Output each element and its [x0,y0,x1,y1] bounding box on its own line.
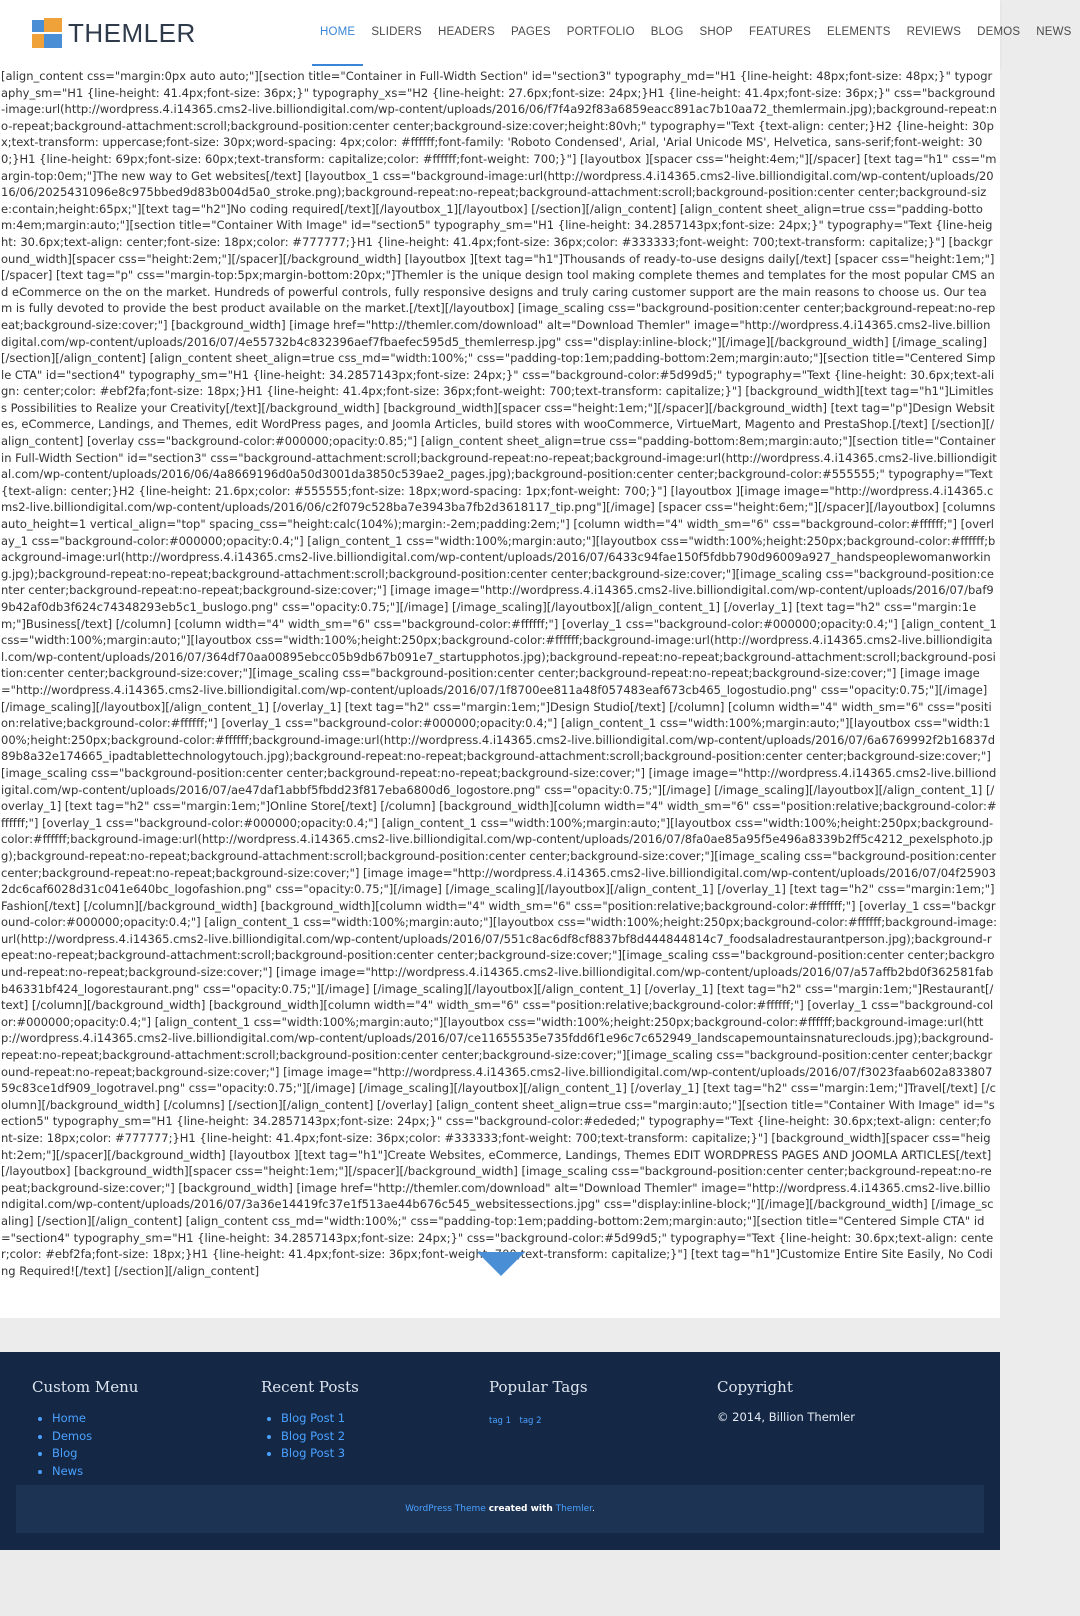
wordpress-theme-link[interactable]: WordPress Theme [405,1504,486,1514]
footer-custom-menu [32,1378,252,1480]
footer-menu-news-link[interactable]: News [52,1463,84,1478]
nav-item-demos[interactable]: DEMOS [977,26,1021,38]
nav-item-news[interactable]: NEWS [1036,26,1072,38]
nav-item-shop[interactable]: SHOP [699,26,733,38]
recent-post-link[interactable]: Blog Post 2 [281,1428,346,1443]
nav-item-elements[interactable]: ELEMENTS [827,26,891,38]
main-nav [312,0,1080,68]
footer-menu-home-link[interactable]: Home [52,1411,86,1425]
nav-item-headers[interactable]: HEADERS [437,26,495,38]
site-footer [0,1352,1000,1550]
shortcode-text: [align_content css="margin:0px auto auto;"][section title="Container in Full-Width Section" id="section3" typography_md="H1 {line-height: 48px;font-size: 48px;}" typography_sm="H1 {line-height: 41.4px;font-size: 36px;}" typography_xs="H2 {line-height: 27.6px;font-size: 24px;}H1 {line-height: 41.4px;font-size: 36px;}" css="background-image:url(http://wordpress.4.i14365.cms2-live.billiondigital.com/wp-content/uploads/2016/06/f7f4a92f83a6859eacc891ac7b10aa72_themlermain.jpg);background-repeat:no-repeat;background-attachment:scroll;background-position:center center;background-size:cover;height:80vh;" typography="Text {text-align: center;}H2 {line-height: 30px;text-transform: uppercase;font-size: 30px;word-spacing: 4px;color: #ffffff;font-family: 'Roboto Condensed', Arial, 'Arial Unicode MS', Helvetica, sans-serif;font-weight: 300;}H1 {line-height: 69px;font-size: 60px;text-transform: capitalize;color: #ffffff;font-weight: 700;}"] [layoutbox ][spacer css="height:4em;"][/spacer] [text tag="h1" css="margin-top:0em;"]The new way to Get websites[/text] [layoutbox_1 css="background-image:url(http://wordpress.4.i14365.cms2-live.billiondigital.com/wp-content/uploads/2016/06/2025431096e8c975bbed9d83b004d5a0_stroke.png);background-repeat:no-repeat;background-attachment:scroll;background-position:center center;background-size:contain;height:65px;"][text tag="h2"]No coding required[/text][/layoutbox_1][/layoutbox] [/section][/align_content] [align_content sheet_align=true css="padding-bottom:4em;margin:auto;"][section title="Container With Image" id="section5" typography_sm="H1 {line-height: 34.2857143px;font-size: 24px;}" typography="Text {line-height: 30.6px;text-align: center;font-size: 18px;color: #777777;}H1 {line-height: 41.4px;font-size: 36px;color: #333333;font-weight: 700;text-transform: capitalize;}"] [background_width][spacer css="height:2em;"][/spacer][/background_width] [layoutbox ][text tag="h1"]Thousands of ready-to-use designs daily[/text] [spacer css="height:1em;"][/spacer] [text tag="p" css="margin-top:5px;margin-bottom:20px;"]Themler is the unique design tool making complete themes and templates for the most popular CMS and eCommerce on the on the market. Hundreds of powerful controls, fully responsive designs and truly caring customer support are the main reasons to choose us. Our team is fully devoted to provide the best product available on the market.[/text][/layoutbox] [image_scaling css="background-position:center center;background-repeat:no-repeat;background-size:cover;"] [background_width] [image href="http://themler.com/download" alt="Download Themler" image="http://wordpress.4.i14365.cms2-live.billiondigital.com/wp-content/uploads/2016/07/4e55732b4c832396aef7fbaefec595d5_themlerresp.jpg" css="display:inline-block;"][/image][/background_width] [/image_scaling] [/section][/align_content] [align_content sheet_align=true css_md="width:100%;" css="padding-top:1em;padding-bottom:2em;margin:auto;"][section title="Centered Simple CTA" id="section4" typography_sm="H1 {line-height: 34.2857143px;font-size: 24px;}" css="background-color:#5d99d5;" typography="Text {line-height: 30.6px;text-align: center;color: #ebf2fa;font-size: 18px;}H1 {line-height: 41.4px;font-size: 36px;font-weight: 700;text-transform: capitalize;}"] [background_width][text tag="h1"]Limitless Possibilities to Realize your Creativity[/text][/background_width] [background_width][spacer css="height:1em;"][/spacer][/background_width] [text tag="p"]Design Websites, eCommerce, Landings, and Themes, edit WordPress pages, and Joomla Articles, build stores with wooCommerce, VirtueMart, Magento and PrestaShop.[/text] [/section][/align_content] [overlay css="background-color:#000000;opacity:0.85;"] [align_content sheet_align=true css="padding-bottom:8em;margin:auto;"][section title="Container in Full-Width Section" id="section3" css="background-attachment:scroll;background-repeat:no-repeat;background-image:url(http://wordpress.4.i14365.cms2-live.billiondigital.com/wp-content/uploads/2016/06/4a8669196d0a50d3001da3850c539ae2_pages.jpg);background-position:center center;background-color:#555555;" typography="Text {text-align: center;}H2 {line-height: 21.6px;color: #555555;font-size: 18px;word-spacing: 1px;font-weight: 700;}"] [layoutbox ][image image="http://wordpress.4.i14365.cms2-live.billiondigital.com/wp-content/uploads/2016/06/c2f079c528ba7e3943ba7fb2d3618117_tip.png"][/image] [spacer css="height:6em;"][/spacer][/layoutbox] [columns auto_height=1 vertical_align="top" spacing_css="height:calc(104%);margin:-2em;padding:2em;"] [column width="4" width_sm="6" css="background-color:#ffffff;"] [overlay_1 css="background-color:#000000;opacity:0.4;"] [align_content_1 css="width:100%;margin:auto;"][layoutbox css="width:100%;height:250px;background-color:#ffffff;background-image:url(http://wordpress.4.i14365.cms2-live.billiondigital.com/wp-content/uploads/2016/07/6433c94fae150f5fdbb790d96009a927_handspeoplewomanworking.jpg);background-repeat:no-repeat;background-attachment:scroll;background-position:center center;background-size:cover;"][image_scaling css="background-position:center center;background-repeat:no-repeat;background-size:cover;"] [image image="http://wordpress.4.i14365.cms2-live.billiondigital.com/wp-content/uploads/2016/07/baf99b42af0db3f624c74348293eb5c1_buslogo.png" css="opacity:0.75;"][/image] [/image_scaling][/layoutbox][/align_content_1] [/overlay_1] [text tag="h2" css="margin:1em;"]Business[/text] [/column] [column width="4" width_sm="6" css="background-color:#ffffff;"] [overlay_1 css="background-color:#000000;opacity:0.4;"] [align_content_1 css="width:100%;margin:auto;"][layoutbox css="width:100%;height:250px;background-color:#ffffff;background-image:url(http://wordpress.4.i14365.cms2-live.billiondigital.com/wp-content/uploads/2016/07/364df70aa00895ebcc05b9db67b091e7_startupphotos.jpg);background-repeat:no-repeat;background-attachment:scroll;background-position:center center;background-size:cover;"][image_scaling css="background-position:center center;background-repeat:no-repeat;background-size:cover;"] [image image="http://wordpress.4.i14365.cms2-live.billiondigital.com/wp-content/uploads/2016/07/1f8700ee811a48f057483eaf673cb465_logostudio.png" css="opacity:0.75;"][/image] [/image_scaling][/layoutbox][/align_content_1] [/overlay_1] [text tag="h2" css="margin:1em;"]Design Studio[/text] [/column] [column width="4" width_sm="6" css="position:relative;background-color:#ffffff;"] [overlay_1 css="background-color:#000000;opacity:0.4;"] [align_content_1 css="width:100%;margin:auto;"][layoutbox css="width:100%;height:250px;background-color:#ffffff;background-image:url(http://wordpress.4.i14365.cms2-live.billiondigital.com/wp-content/uploads/2016/07/6a6769992f2b16837d89b8a32e174665_ipadtablettechnologytouch.jpg);background-repeat:no-repeat;background-attachment:scroll;background-position:center center;background-size:cover;"][image_scaling css="background-position:center center;background-repeat:no-repeat;background-size:cover;"] [image image="http://wordpress.4.i14365.cms2-live.billiondigital.com/wp-content/uploads/2016/07/ae47daf1abbf5fbdd23f817eba6800d6_logostore.png" css="opacity:0.75;"][/image] [/image_scaling][/layoutbox][/align_content_1] [/overlay_1] [text tag="h2" css="margin:1em;"]Online Store[/text] [/column] [background_width][column width="4" width_sm="6" css="position:relative;background-color:#ffffff;"] [overlay_1 css="background-color:#000000;opacity:0.4;"] [align_content_1 css="width:100%;margin:auto;"][layoutbox css="width:100%;height:250px;background-color:#ffffff;background-image:url(http://wordpress.4.i14365.cms2-live.billiondigital.com/wp-content/uploads/2016/07/8fa0ae85a95f5e496a8339b2ff5c4212_pexelsphoto.jpg);background-repeat:no-repeat;background-attachment:scroll;background-position:center center;background-size:cover;"][image_scaling css="background-position:center center;background-repeat:no-repeat;background-size:cover;"] [image image="http://wordpress.4.i14365.cms2-live.billiondigital.com/wp-content/uploads/2016/07/04f259032dc6caf6028d31c041e640bc_logofashion.png" css="opacity:0.75;"][/image] [/image_scaling][/layoutbox][/align_content_1] [/overlay_1] [text tag="h2" css="margin:1em;"]Fashion[/text] [/column][/background_width] [background_width][column width="4" width_sm="6" css="position:relative;background-color:#ffffff;"] [overlay_1 css="background-color:#000000;opacity:0.4;"] [align_content_1 css="width:100%;margin:auto;"][layoutbox css="width:100%;height:250px;background-color:#ffffff;background-image:url(http://wordpress.4.i14365.cms2-live.billiondigital.com/wp-content/uploads/2016/07/551c8ac6df8cf8837bf8d444844814c7_foodsaladrestaurantperson.jpg);background-repeat:no-repeat;background-attachment:scroll;background-position:center center;background-size:cover;"][image_scaling css="background-position:center center;background-repeat:no-repeat;background-size:cover;"] [image image="http://wordpress.4.i14365.cms2-live.billiondigital.com/wp-content/uploads/2016/07/a57affb2bd0f362581fabb46331bf424_logorestaurant.png" css="opacity:0.75;"][/image] [/image_scaling][/layoutbox][/align_content_1] [/overlay_1] [text tag="h2" css="margin:1em;"]Restaurant[/text] [/column][/background_width] [background_width][column width="4" width_sm="6" css="position:relative;background-color:#ffffff;"] [overlay_1 css="background-color:#000000;opacity:0.4;"] [align_content_1 css="width:100%;margin:auto;"][layoutbox css="width:100%;height:250px;background-color:#ffffff;background-image:url(http://wordpress.4.i14365.cms2-live.billiondigital.com/wp-content/uploads/2016/07/ce11655535e735fdd6f1e96c7c652949_landscapemountainsnatureclouds.jpg);background-repeat:no-repeat;background-attachment:scroll;background-position:center center;background-size:cover;"][image_scaling css="background-position:center center;background-repeat:no-repeat;background-size:cover;"] [image image="http://wordpress.4.i14365.cms2-live.billiondigital.com/wp-content/uploads/2016/07/f3023faab602a83380759c83ce1df909_logotravel.png" css="opacity:0.75;"][/image] [/image_scaling][/layoutbox][/align_content_1] [/overlay_1] [text tag="h2" css="margin:1em;"]Travel[/text] [/column][/background_width] [/columns] [/section][/align_content] [/overlay] [align_content sheet_align=true css="margin:auto;"][section title="Container With Image" id="section5" typography_sm="H1 {line-height: 34.2857143px;font-size: 24px;}" css="background-color:#ededed;" typography="Text {line-height: 30.6px;text-align: center;font-size: 18px;color: #777777;}H1 {line-height: 41.4px;font-size: 36px;color: #333333;font-weight: 700;text-transform: capitalize;}"] [background_width][spacer css="height:2em;"][/spacer][/background_width] [layoutbox ][text tag="h1"]Create Websites, eCommerce, Landings, Themes EDIT WORDPRESS PAGES AND JOOMLA ARTICLES[/text][/layoutbox] [background_width][spacer css="height:1em;"][/spacer][/background_width] [image_scaling css="background-position:center center;background-repeat:no-repeat;background-size:cover;"] [background_width] [image href="http://themler.com/download" alt="Download Themler" image="http://wordpress.4.i14365.cms2-live.billiondigital.com/wp-content/uploads/2016/07/3a36e14419fc37e1f513ae44b676c545_websitessections.jpg" css="display:inline-block;"][/image][/background_width] [/image_scaling] [/section][/align_content] [align_content css_md="width:100%;" css="padding-top:1em;padding-bottom:2em;margin:auto;"][section title="Centered Simple CTA" id="section4" typography_sm="H1 {line-height: 34.2857143px;font-size: 24px;}" css="background-color:#5d99d5;" typography="Text {line-height: 30.6px;text-align: center;color: #ebf2fa;font-size: 18px;}H1 {line-height: 41.4px;font-size: 36px;font-weight: 700;text-transform: capitalize;}"] [text tag="h1"]Customize Entire Site Easily, No Coding Required![/text] [/section][/align_content] [1,69,997,1278]
logo-text: THEMLER [68,17,196,48]
nav-item-pages[interactable]: PAGES [510,26,551,38]
footer-menu-blog-link[interactable]: Blog [52,1446,78,1460]
footer-heading: Popular Tags [489,1378,588,1396]
nav-item-sliders[interactable]: SLIDERS [371,26,422,38]
footer-copyright [717,1378,967,1424]
copyright-text: © 2014, Billion Themler [717,1410,855,1424]
footer-popular-tags [489,1378,709,1428]
footer-recent-posts [261,1378,481,1463]
footer-heading: Copyright [717,1378,793,1396]
nav-item-home[interactable]: HOME [312,0,363,66]
site-header [0,0,1072,69]
nav-item-blog[interactable]: BLOG [650,26,684,38]
bottom-bar-suffix: . [592,1504,595,1514]
footer-heading: Recent Posts [261,1378,359,1396]
page-background [0,1550,1000,1616]
footer-menu-demos-link[interactable]: Demos [52,1428,93,1443]
tag-link[interactable]: tag 2 [519,1416,542,1426]
nav-item-reviews[interactable]: REVIEWS [906,26,962,38]
themler-link[interactable]: Themler [555,1504,593,1514]
site-logo[interactable] [32,16,196,50]
nav-item-features[interactable]: FEATURES [748,26,812,38]
footer-heading: Custom Menu [32,1378,139,1396]
tag-link[interactable]: tag 1 [489,1416,512,1426]
chevron-down-icon[interactable] [477,1252,525,1276]
page-content [0,68,1000,1318]
themler-logo-icon [32,18,62,48]
recent-post-link[interactable]: Blog Post 1 [281,1411,346,1425]
footer-bottom-bar [16,1485,984,1533]
recent-post-link[interactable]: Blog Post 3 [281,1446,346,1460]
created-with-text: created with [488,1504,553,1514]
nav-item-portfolio[interactable]: PORTFOLIO [566,26,635,38]
